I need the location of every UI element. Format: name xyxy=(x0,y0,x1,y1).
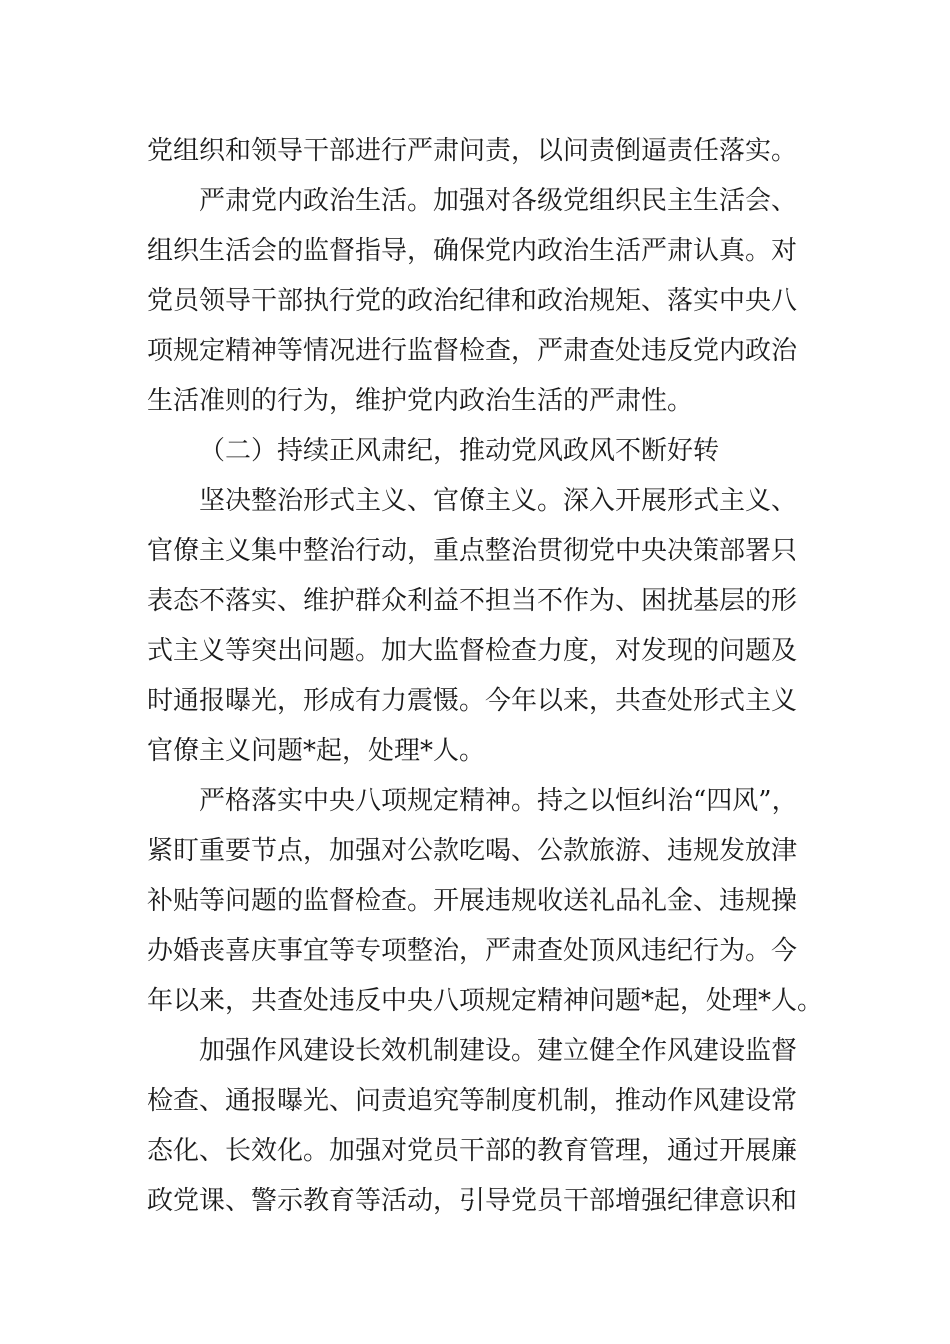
paragraph-line: 政党课、警示教育等活动，引导党员干部增强纪律意识和 xyxy=(147,1186,798,1216)
paragraph-line: 坚决整治形式主义、官僚主义。深入开展形式主义、 xyxy=(199,486,798,516)
paragraph-line: 年以来，共查处违反中央八项规定精神问题*起，处理*人。 xyxy=(147,986,824,1016)
paragraph-line: 严格落实中央八项规定精神。持之以恒纠治“四风”， xyxy=(199,786,798,816)
paragraph-line: 官僚主义集中整治行动，重点整治贯彻党中央决策部署只 xyxy=(147,536,798,566)
paragraph-line: 态化、长效化。加强对党员干部的教育管理，通过开展廉 xyxy=(147,1136,798,1166)
paragraph-line: 生活准则的行为，维护党内政治生活的严肃性。 xyxy=(147,386,694,416)
paragraph-line: 官僚主义问题*起，处理*人。 xyxy=(147,736,486,766)
paragraph-line: 项规定精神等情况进行监督检查，严肃查处违反党内政治 xyxy=(147,336,798,366)
paragraph-line: 办婚丧喜庆事宜等专项整治，严肃查处顶风违纪行为。今 xyxy=(147,936,798,966)
paragraph-line: 加强作风建设长效机制建设。建立健全作风建设监督 xyxy=(199,1036,798,1066)
paragraph-line: 表态不落实、维护群众利益不担当不作为、困扰基层的形 xyxy=(147,586,798,616)
paragraph-line: 检查、通报曝光、问责追究等制度机制，推动作风建设常 xyxy=(147,1086,798,1116)
paragraph-line: 式主义等突出问题。加大监督检查力度，对发现的问题及 xyxy=(147,636,798,666)
paragraph-line: 严肃党内政治生活。加强对各级党组织民主生活会、 xyxy=(199,186,798,216)
paragraph-line: 补贴等问题的监督检查。开展违规收送礼品礼金、违规操 xyxy=(147,886,798,916)
paragraph-line: 组织生活会的监督指导，确保党内政治生活严肃认真。对 xyxy=(147,236,798,266)
section-heading: （二）持续正风肃纪，推动党风政风不断好转 xyxy=(199,436,720,466)
paragraph-line: 时通报曝光，形成有力震慑。今年以来，共查处形式主义 xyxy=(147,686,798,716)
paragraph-line: 党组织和领导干部进行严肃问责，以问责倒逼责任落实。 xyxy=(147,136,798,166)
paragraph-line: 党员领导干部执行党的政治纪律和政治规矩、落实中央八 xyxy=(147,286,798,316)
paragraph-line: 紧盯重要节点，加强对公款吃喝、公款旅游、违规发放津 xyxy=(147,836,798,866)
